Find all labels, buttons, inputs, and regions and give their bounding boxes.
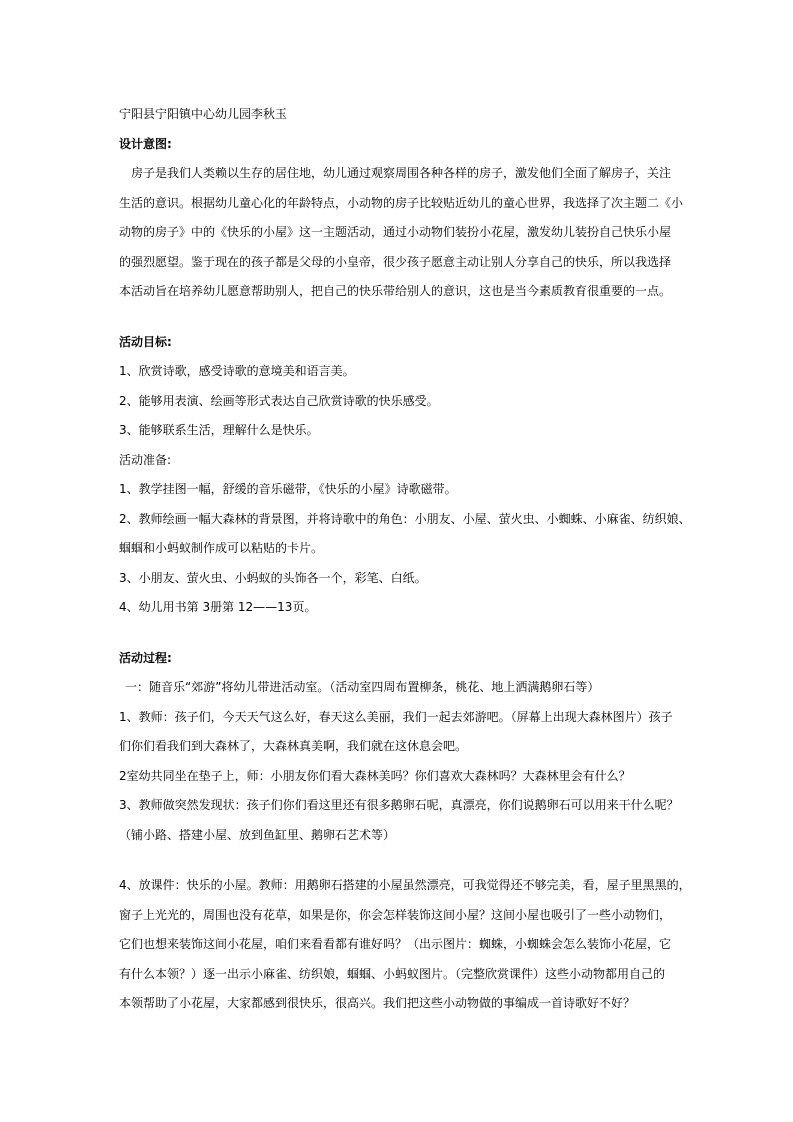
- goal-item: 2、能够用表演、绘画等形式表达自己欣赏诗歌的快乐感受。: [119, 393, 439, 408]
- document-page: [119, 100, 691, 1019]
- spacer: [119, 850, 679, 871]
- process-line: 窗子上光光的，周围也没有花草，如果是你，你会怎样装饰这间小屋？这间小屋也吸引了一些小动物们，: [119, 907, 672, 922]
- spacer: [119, 307, 679, 328]
- design-paragraph-line: 生活的意识。根据幼儿童心化的年龄特点，小动物的房子比较贴近幼儿的童心世界，我选择了次主题二《小: [119, 195, 684, 210]
- process-line: 1、教师：孩子们，今天天气这么好，春天这么美丽，我们一起去郊游吧。（屏幕上出现大森林图片）孩子: [119, 709, 673, 724]
- spacer: [119, 623, 679, 644]
- design-paragraph-line: 本活动旨在培养幼儿愿意帮助别人，把自己的快乐带给别人的意识，这也是当今素质教育很重要的一点。: [119, 284, 672, 298]
- process-line: 2室幼共同坐在垫子上，师：小朋友你们看大森林美吗？你们喜欢大森林吗？大森林里会有什么？: [119, 768, 631, 783]
- prep-item: 1、教学挂图一幅，舒缓的音乐磁带，《快乐的小屋》诗歌磁带。: [119, 482, 457, 496]
- design-heading: 设计意图:: [119, 136, 172, 151]
- design-paragraph-line: 房子是我们人类赖以生存的居住地，幼儿通过观察周围各种各样的房子，激发他们全面了解房子，关注: [131, 166, 672, 180]
- prep-heading: 活动准备:: [119, 452, 172, 467]
- goals-heading: 活动目标:: [119, 334, 172, 349]
- author-line: 宁阳县宁阳镇中心幼儿园李秋玉: [119, 107, 288, 121]
- design-paragraph-line: 动物的房子》中的《快乐的小屋》这一主题活动，通过小动物们装扮小花屋，激发幼儿装扮自己快乐小屋: [119, 225, 672, 239]
- process-line: 3、教师做突然发现状：孩子们你们看这里还有很多鹅卵石呢，真漂亮，你们说鹅卵石可以用来干什么呢？: [119, 798, 679, 812]
- process-line: （铺小路、搭建小屋、放到鱼缸里、鹅卵石艺术等）: [119, 827, 396, 842]
- prep-item: 4、幼儿用书第 3册第 12——13页。: [119, 600, 317, 614]
- process-heading: 活动过程:: [119, 650, 172, 665]
- process-line: 们你们看我们到大森林了，大森林真美啊，我们就在这休息会吧。: [119, 739, 468, 753]
- design-paragraph-line: 的强烈愿望。鉴于现在的孩子都是父母的小皇帝，很少孩子愿意主动让别人分享自己的快乐，所以我选择: [119, 254, 672, 269]
- prep-item: 3、小朋友、萤火虫、小蚂蚁的头饰各一个，彩笔、白纸。: [119, 570, 427, 585]
- prep-item: 蝈蝈和小蚂蚁制作成可以粘贴的卡片。: [119, 541, 324, 555]
- goal-item: 3、能够联系生活，理解什么是快乐。: [119, 423, 319, 437]
- process-line: 有什么本领？）逐一出示小麻雀、纺织娘，蝈蝈、小蚂蚁图片。（完整欣赏课件）这些小动物都用自己的: [119, 966, 666, 981]
- process-step-intro: 一：随音乐“郊游”将幼儿带进活动室。（活动室四周布置柳条，桃花、地上洒满鹅卵石等）: [125, 680, 600, 694]
- process-line: 它们也想来装饰这间小花屋，咱们来看看都有谁好吗？（出示图片：蜘蛛，小蜘蛛会怎么装饰小花屋，它: [119, 937, 672, 951]
- process-line: 4、放课件：快乐的小屋。教师：用鹅卵石搭建的小屋虽然漂亮，可我觉得还不够完美，看，屋子里黑黑的，: [119, 878, 691, 892]
- goal-item: 1、欣赏诗歌，感受诗歌的意境美和语言美。: [119, 364, 355, 378]
- prep-item: 2、教师绘画一幅大森林的背景图，并将诗歌中的角色：小朋友、小屋、萤火虫、小蜘蛛、小麻雀、纺织娘、: [119, 511, 691, 526]
- process-line: 本领帮助了小花屋，大家都感到很快乐，很高兴。我们把这些小动物做的事编成一首诗歌好不好？: [119, 996, 636, 1010]
